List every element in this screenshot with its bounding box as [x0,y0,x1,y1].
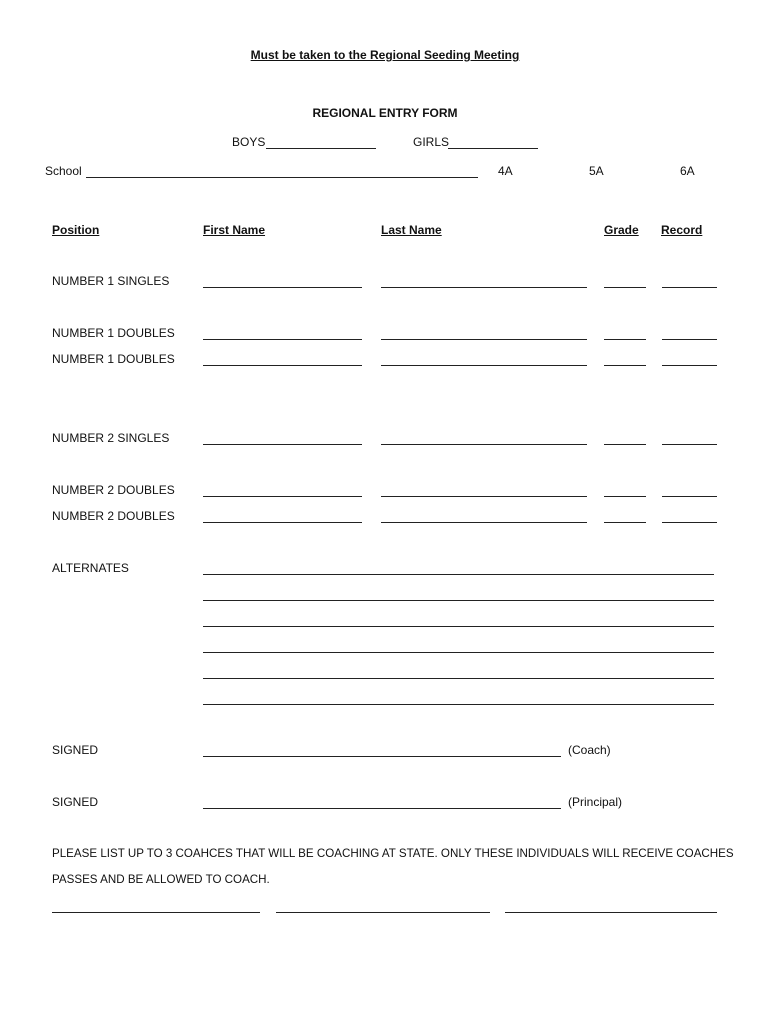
position-label: NUMBER 1 SINGLES [52,274,170,288]
boys-label: BOYS [232,135,266,149]
school-field[interactable] [86,177,478,178]
principal-label: (Principal) [568,795,623,809]
last-name-field[interactable] [381,496,587,497]
column-record: Record [661,223,703,237]
alternate-field[interactable] [203,626,714,627]
record-field[interactable] [662,522,717,523]
coach-name-field-1[interactable] [52,912,260,913]
girls-field[interactable] [448,148,538,149]
grade-field[interactable] [604,496,646,497]
coach-name-field-3[interactable] [505,912,717,913]
position-label: NUMBER 2 DOUBLES [52,509,175,523]
last-name-field[interactable] [381,339,587,340]
grade-field[interactable] [604,522,646,523]
alternates-label: ALTERNATES [52,561,129,575]
signed-label: SIGNED [52,795,99,809]
column-position: Position [52,223,100,237]
record-field[interactable] [662,339,717,340]
position-label: NUMBER 2 DOUBLES [52,483,175,497]
school-label: School [45,164,82,178]
class-5a-option[interactable]: 5A [589,164,604,178]
position-label: NUMBER 2 SINGLES [52,431,170,445]
column-first-name: First Name [203,223,266,237]
last-name-field[interactable] [381,287,587,288]
alternate-field[interactable] [203,652,714,653]
alternate-field[interactable] [203,704,714,705]
coach-name-field-2[interactable] [276,912,490,913]
grade-field[interactable] [604,444,646,445]
class-4a-option[interactable]: 4A [498,164,513,178]
last-name-field[interactable] [381,522,587,523]
grade-field[interactable] [604,339,646,340]
last-name-field[interactable] [381,444,587,445]
grade-field[interactable] [604,365,646,366]
first-name-field[interactable] [203,365,362,366]
signed-label: SIGNED [52,743,99,757]
first-name-field[interactable] [203,339,362,340]
first-name-field[interactable] [203,522,362,523]
alternate-field[interactable] [203,678,714,679]
top-note: Must be taken to the Regional Seeding Meeting [250,48,520,62]
position-label: NUMBER 1 DOUBLES [52,326,175,340]
coaches-note-line-2: PASSES AND BE ALLOWED TO COACH. [52,873,270,886]
coaches-note-line-1: PLEASE LIST UP TO 3 COAHCES THAT WILL BE COACHING AT STATE. ONLY THESE INDIVIDUALS WILL RECEIVE COACHES [52,847,734,860]
coach-label: (Coach) [568,743,611,757]
first-name-field[interactable] [203,496,362,497]
principal-signature-field[interactable] [203,808,561,809]
grade-field[interactable] [604,287,646,288]
first-name-field[interactable] [203,444,362,445]
class-6a-option[interactable]: 6A [680,164,695,178]
column-grade: Grade [604,223,639,237]
coach-signature-field[interactable] [203,756,561,757]
boys-field[interactable] [266,148,376,149]
record-field[interactable] [662,444,717,445]
alternate-field[interactable] [203,574,714,575]
column-last-name: Last Name [381,223,442,237]
last-name-field[interactable] [381,365,587,366]
position-label: NUMBER 1 DOUBLES [52,352,175,366]
record-field[interactable] [662,496,717,497]
record-field[interactable] [662,365,717,366]
record-field[interactable] [662,287,717,288]
alternate-field[interactable] [203,600,714,601]
first-name-field[interactable] [203,287,362,288]
form-title: REGIONAL ENTRY FORM [312,106,458,120]
girls-label: GIRLS [413,135,450,149]
